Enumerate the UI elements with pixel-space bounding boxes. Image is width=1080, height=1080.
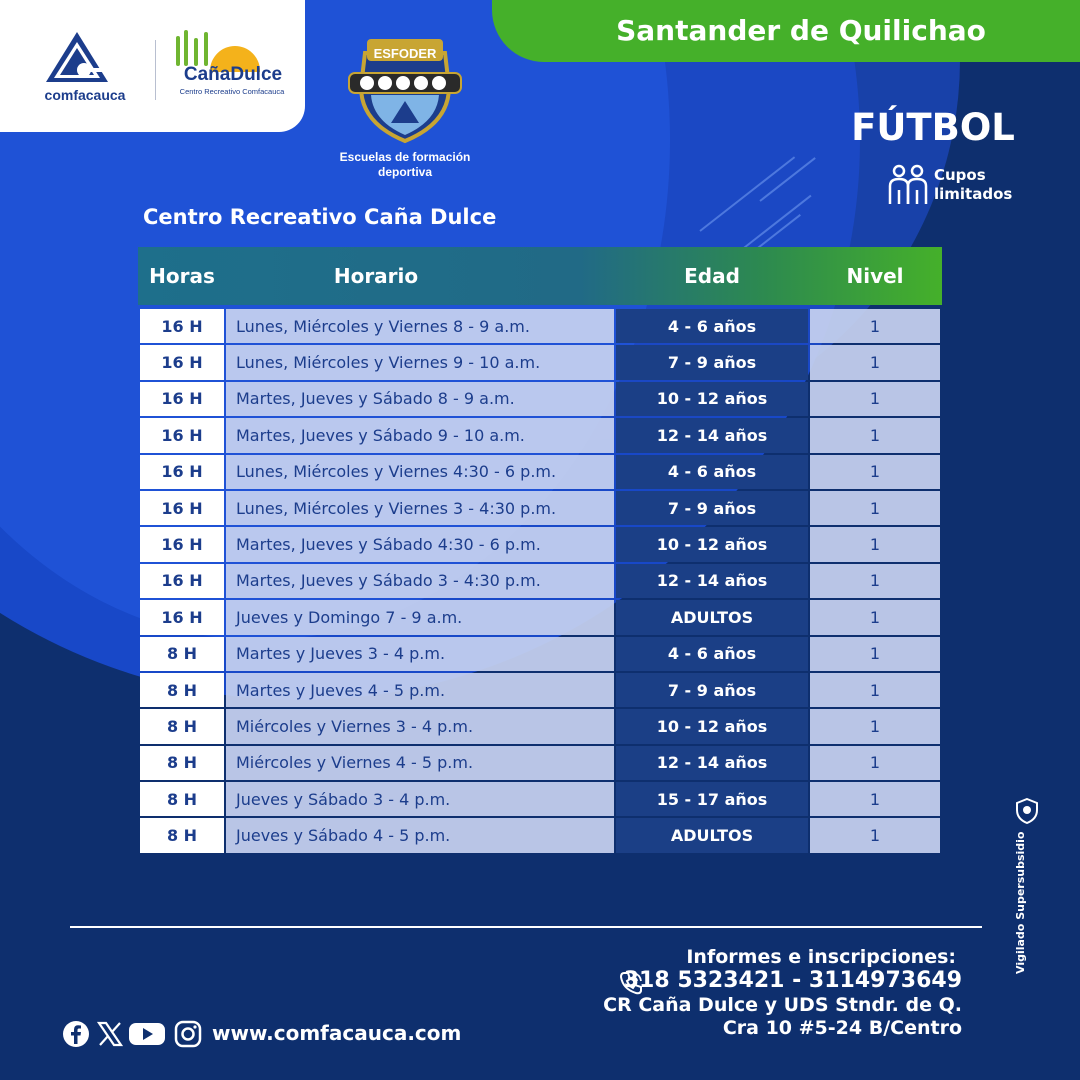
cell-horas: 8 H	[140, 746, 224, 780]
cell-nivel: 1	[810, 818, 940, 852]
cell-horario: Martes y Jueves 3 - 4 p.m.	[226, 637, 614, 671]
cell-horas: 8 H	[140, 709, 224, 743]
cell-edad: 12 - 14 años	[616, 746, 808, 780]
table-row	[138, 527, 942, 563]
cell-nivel: 1	[810, 382, 940, 416]
esfoder-caption: Escuelas de formación deportiva	[339, 150, 471, 179]
cell-horas: 8 H	[140, 673, 224, 707]
cell-edad: 7 - 9 años	[616, 491, 808, 525]
cell-horario: Miércoles y Viernes 4 - 5 p.m.	[226, 746, 614, 780]
header-horario: Horario	[333, 264, 419, 288]
cell-horas: 16 H	[140, 455, 224, 489]
cell-horario: Martes, Jueves y Sábado 8 - 9 a.m.	[226, 382, 614, 416]
esfoder-title: ESFODER	[373, 46, 437, 61]
cell-edad: 15 - 17 años	[616, 782, 808, 816]
logo-card	[0, 0, 305, 132]
footer-divider	[70, 926, 982, 928]
instagram-icon[interactable]	[174, 1020, 202, 1048]
cell-horario: Miércoles y Viernes 3 - 4 p.m.	[226, 709, 614, 743]
cell-edad: 10 - 12 años	[616, 527, 808, 561]
cell-horas: 8 H	[140, 637, 224, 671]
contact-address-1: CR Caña Dulce y UDS Stndr. de Q.	[603, 994, 962, 1016]
cell-horas: 16 H	[140, 345, 224, 379]
cell-edad: 10 - 12 años	[616, 709, 808, 743]
cell-edad: 10 - 12 años	[616, 382, 808, 416]
cell-horas: 8 H	[140, 782, 224, 816]
comfacauca-logo-icon	[44, 30, 110, 84]
header-nivel: Nivel	[846, 264, 904, 288]
table-row	[138, 418, 942, 454]
cell-horario: Martes, Jueves y Sábado 9 - 10 a.m.	[226, 418, 614, 452]
cell-horario: Jueves y Sábado 3 - 4 p.m.	[226, 782, 614, 816]
cell-horario: Martes, Jueves y Sábado 4:30 - 6 p.m.	[226, 527, 614, 561]
cell-edad: 4 - 6 años	[616, 637, 808, 671]
vigilado-block	[1012, 826, 1036, 976]
cell-horas: 16 H	[140, 564, 224, 598]
vigilado-text: Vigilado Supersubsidio	[1014, 831, 1027, 974]
cana-dulce-wordmark: CañaDulce	[183, 64, 283, 85]
cell-nivel: 1	[810, 309, 940, 343]
sport-title: FÚTBOL	[851, 106, 1015, 149]
cell-horas: 8 H	[140, 818, 224, 852]
cell-edad: 12 - 14 años	[616, 418, 808, 452]
cane-icon	[204, 32, 208, 66]
cell-nivel: 1	[810, 345, 940, 379]
facebook-icon[interactable]	[62, 1020, 90, 1048]
cell-horario: Jueves y Domingo 7 - 9 a.m.	[226, 600, 614, 634]
cell-horario: Lunes, Miércoles y Viernes 9 - 10 a.m.	[226, 345, 614, 379]
cell-nivel: 1	[810, 709, 940, 743]
cell-nivel: 1	[810, 637, 940, 671]
cell-horario: Martes y Jueves 4 - 5 p.m.	[226, 673, 614, 707]
cane-icon	[194, 38, 198, 66]
table-row	[138, 455, 942, 491]
city-banner	[492, 0, 1080, 62]
cell-nivel: 1	[810, 746, 940, 780]
table-row	[138, 491, 942, 527]
cell-horario: Lunes, Miércoles y Viernes 8 - 9 a.m.	[226, 309, 614, 343]
cupos-limitados: Cupos limitados	[934, 166, 1013, 203]
x-icon[interactable]	[96, 1020, 124, 1048]
cell-edad: 4 - 6 años	[616, 455, 808, 489]
cell-horas: 16 H	[140, 382, 224, 416]
cell-edad: 12 - 14 años	[616, 564, 808, 598]
cell-edad: 4 - 6 años	[616, 309, 808, 343]
cell-nivel: 1	[810, 600, 940, 634]
comfacauca-wordmark: comfacauca	[44, 87, 126, 103]
website-link[interactable]: www.comfacauca.com	[212, 1021, 462, 1045]
table-body	[138, 305, 942, 855]
cell-nivel: 1	[810, 564, 940, 598]
table-row	[138, 600, 942, 636]
table-header	[138, 247, 942, 305]
center-title: Centro Recreativo Caña Dulce	[143, 205, 497, 229]
cane-icon	[184, 30, 188, 66]
cell-horas: 16 H	[140, 527, 224, 561]
header-horas: Horas	[149, 264, 215, 288]
shield-icon	[1016, 798, 1038, 824]
logo-divider	[155, 40, 156, 100]
cane-icon	[176, 36, 180, 66]
schedule-table	[138, 247, 942, 855]
table-row	[138, 709, 942, 745]
table-row	[138, 673, 942, 709]
cell-edad: ADULTOS	[616, 818, 808, 852]
cell-horario: Jueves y Sábado 4 - 5 p.m.	[226, 818, 614, 852]
cell-nivel: 1	[810, 418, 940, 452]
city-name: Santander de Quilichao	[616, 14, 986, 47]
cell-edad: ADULTOS	[616, 600, 808, 634]
cell-nivel: 1	[810, 455, 940, 489]
table-row	[138, 818, 942, 854]
cell-nivel: 1	[810, 673, 940, 707]
cana-dulce-subtitle: Centro Recreativo Comfacauca	[179, 87, 285, 96]
cell-nivel: 1	[810, 782, 940, 816]
cell-edad: 7 - 9 años	[616, 345, 808, 379]
table-row	[138, 345, 942, 381]
table-row	[138, 309, 942, 345]
contact-address-2: Cra 10 #5-24 B/Centro	[722, 1017, 962, 1039]
table-row	[138, 382, 942, 418]
contact-title: Informes e inscripciones:	[686, 946, 956, 968]
table-row	[138, 637, 942, 673]
cell-horas: 16 H	[140, 600, 224, 634]
table-row	[138, 782, 942, 818]
cell-nivel: 1	[810, 527, 940, 561]
cell-horario: Martes, Jueves y Sábado 3 - 4:30 p.m.	[226, 564, 614, 598]
table-row	[138, 746, 942, 782]
table-row	[138, 564, 942, 600]
cell-horas: 16 H	[140, 418, 224, 452]
cell-horas: 16 H	[140, 309, 224, 343]
cell-edad: 7 - 9 años	[616, 673, 808, 707]
cell-horas: 16 H	[140, 491, 224, 525]
header-edad: Edad	[684, 264, 740, 288]
cell-horario: Lunes, Miércoles y Viernes 3 - 4:30 p.m.	[226, 491, 614, 525]
cell-horario: Lunes, Miércoles y Viernes 4:30 - 6 p.m.	[226, 455, 614, 489]
people-icon	[886, 164, 930, 206]
cell-nivel: 1	[810, 491, 940, 525]
contact-phones[interactable]: 318 5323421 - 3114973649	[623, 968, 962, 993]
youtube-icon[interactable]	[128, 1020, 166, 1048]
